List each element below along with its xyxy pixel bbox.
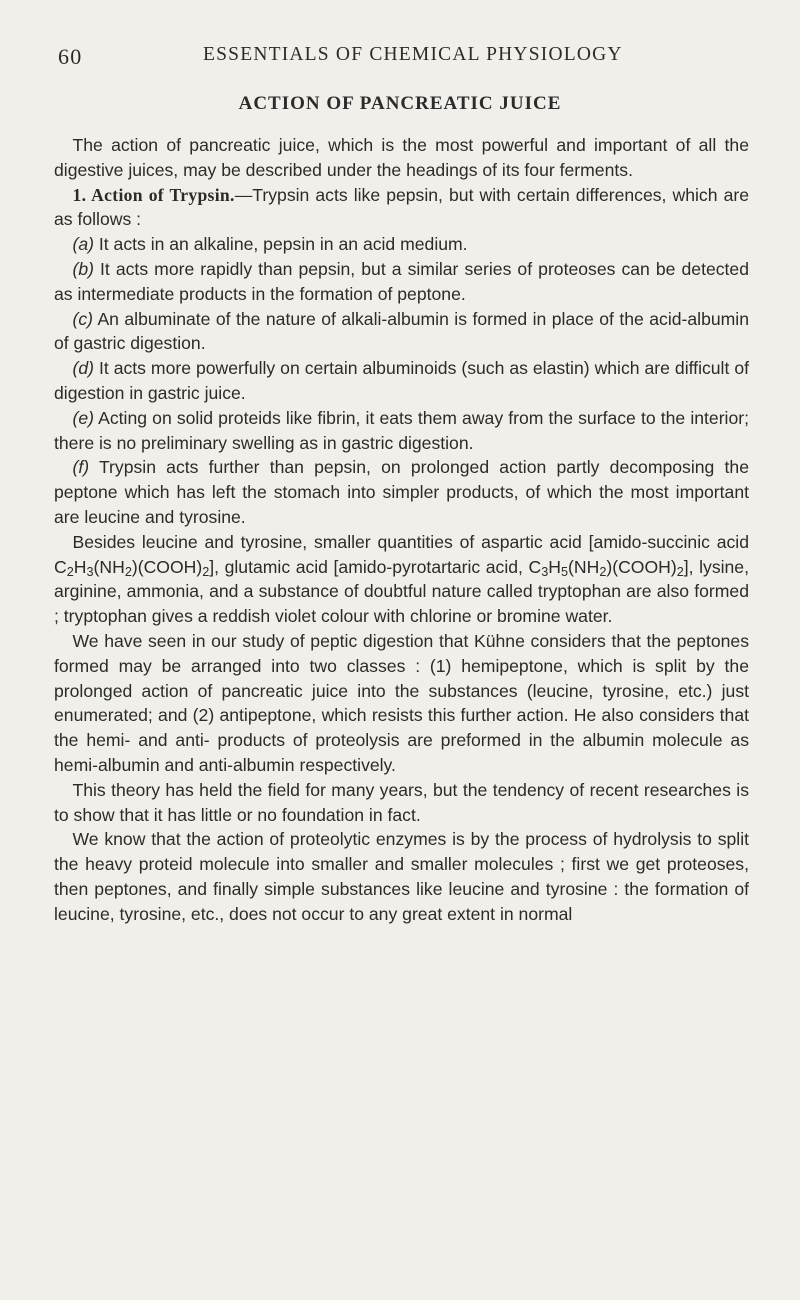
- item-label-b: (b): [72, 258, 94, 279]
- item-label-f: (f): [72, 457, 90, 478]
- page-number: 60: [58, 44, 83, 69]
- besides-text-3: (NH: [93, 556, 125, 577]
- list-item-d: [54, 356, 749, 406]
- item-text-b: It acts more rapidly than pepsin, but a similar series of proteoses can be detected as intermediate products in the formation of peptone.: [54, 258, 749, 304]
- subscript: 5: [560, 564, 569, 579]
- list-item-f: [54, 455, 749, 529]
- trypsin-body: —Trypsin acts like pepsin, but with certain differences, which are as follows :: [54, 184, 750, 230]
- item-text-f: Trypsin acts further than pepsin, on prolonged action partly decomposing the peptone which has left the stomach into simpler products, of which the most important are leucine and tyrosine.: [54, 457, 749, 527]
- besides-text-5: ], glutamic acid [amido-pyrotartaric acid, C: [209, 556, 542, 577]
- body-text: [54, 133, 749, 927]
- subscript: 2: [66, 564, 74, 579]
- item-text-d: It acts more powerfully on certain albuminoids (such as elastin) which are difficult of digestion in gastric juice.: [54, 358, 749, 403]
- subscript: 2: [599, 564, 607, 579]
- item-text-e: Acting on solid proteids like fibrin, it eats them away from the surface to the interior; there is no preliminary swelling as in gastric digestion.: [54, 407, 749, 453]
- subscript: 2: [124, 564, 132, 579]
- section-title: ACTION OF PANCREATIC JUICE: [238, 93, 562, 114]
- item-label-a: (a): [72, 234, 94, 255]
- besides-text-4: )(COOH): [131, 556, 203, 577]
- list-item-e: [54, 406, 749, 456]
- list-item-a: [54, 232, 749, 257]
- besides-text-7: (NH: [568, 556, 600, 577]
- item-text-c: An albuminate of the nature of alkali-albumin is formed in place of the acid-albumin of gastric digestion.: [54, 308, 749, 354]
- paragraph-besides: [54, 530, 749, 629]
- item-label-e: (e): [72, 407, 94, 428]
- list-item-b: [54, 257, 749, 307]
- besides-text-1: Besides leucine and tyrosine, smaller quantities of aspartic acid [amido-succinic acid C: [54, 531, 749, 577]
- besides-text-6: H: [548, 556, 561, 577]
- besides-text-8: )(COOH): [606, 556, 677, 577]
- besides-text-2: H: [73, 556, 87, 577]
- paragraph-intro: The action of pancreatic juice, which is the most powerful and important of all the digestive juices, may be described under the headings of its four ferments.: [54, 135, 749, 180]
- besides-text-9: ], lysine, arginine, ammonia, and a substance of doubtful nature called tryptophan are also formed ; tryptophan gives a reddish violet colour with chlorine or bromine water.: [54, 556, 749, 627]
- subscript: 3: [541, 564, 549, 579]
- subscript: 3: [86, 564, 94, 579]
- paragraph-trypsin: [54, 183, 749, 233]
- running-head: ESSENTIALS OF CHEMICAL PHYSIOLOGY: [203, 44, 623, 65]
- list-item-c: [54, 307, 749, 357]
- trypsin-heading: 1. Action of Trypsin.: [72, 184, 235, 205]
- item-text-a: It acts in an alkaline, pepsin in an acid medium.: [93, 234, 468, 255]
- item-label-d: (d): [72, 358, 94, 379]
- paragraph-kuhne: We have seen in our study of peptic digestion that Kühne considers that the peptones formed may be arranged into two classes : (1) hemipeptone, which is split by the prolonged action of pancreatic juice into the substances (leucine, tyrosine, etc.) just enumerated; and (2) antipeptone, which resists this further action. He also considers that the hemi- and anti- products of proteolysis are preformed in the albumin molecule as hemi-albumin and anti-albumin respectively.: [54, 630, 749, 775]
- subscript: 2: [202, 564, 210, 579]
- paragraph-hydrolysis: We know that the action of proteolytic enzymes is by the process of hydrolysis to split the heavy proteid molecule into smaller and smaller molecules ; first we get proteoses, then peptones, and finally simple substances like leucine and tyrosine : the formation of leucine, tyrosine, etc., does not occur to any great extent in normal: [54, 829, 749, 924]
- item-label-c: (c): [72, 308, 93, 329]
- subscript: 2: [676, 564, 684, 579]
- paragraph-theory: This theory has held the field for many years, but the tendency of recent researches is to show that it has little or no foundation in fact.: [54, 779, 749, 825]
